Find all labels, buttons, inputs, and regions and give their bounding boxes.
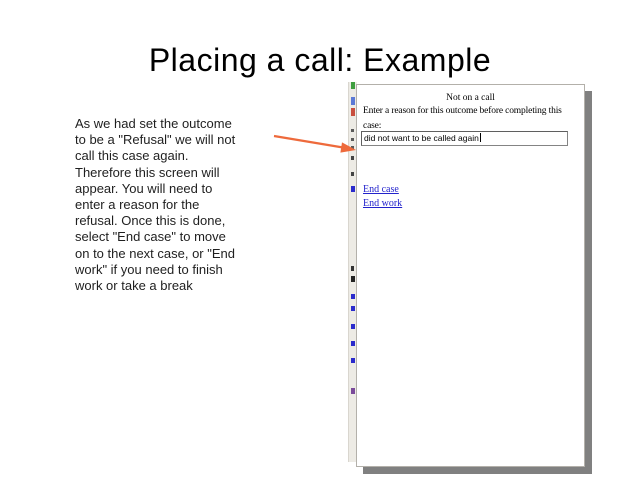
slide-title: Placing a call: Example: [148, 42, 492, 78]
pointer-arrow-head: [340, 142, 356, 152]
pointer-arrow: [268, 128, 364, 156]
reason-prompt-line2: case:: [363, 121, 382, 131]
link-fragment: [351, 341, 355, 346]
icon-fragment: [351, 82, 355, 89]
dialog-title: Not on a call: [446, 93, 495, 103]
icon-fragment: [351, 97, 355, 105]
end-case-link[interactable]: End case: [363, 184, 399, 195]
link-fragment: [351, 358, 355, 363]
body-line: Therefore this screen will: [75, 164, 220, 180]
body-line: appear. You will need to: [75, 180, 213, 196]
body-line: on to the next case, or "End: [75, 245, 235, 261]
reason-prompt-line1: Enter a reason for this outcome before completing this: [363, 106, 562, 116]
not-on-a-call-window: [356, 84, 585, 467]
body-line: select "End case" to move: [75, 229, 226, 245]
icon-fragment: [351, 108, 355, 116]
visited-link-fragment: [351, 388, 355, 394]
text-fragment: [351, 276, 355, 282]
text-fragment: [351, 156, 354, 160]
pointer-arrow-shaft: [274, 136, 343, 148]
body-line: to be a "Refusal" we will not: [75, 132, 236, 148]
body-line: work or take a break: [75, 278, 193, 294]
slide-body-text: [75, 116, 285, 294]
body-line: enter a reason for the: [75, 197, 200, 213]
text-fragment: [351, 266, 354, 271]
link-fragment: [351, 324, 355, 329]
link-fragment: [351, 186, 355, 192]
body-line: call this case again.: [75, 148, 189, 164]
text-fragment: [351, 172, 354, 176]
body-line: refusal. Once this is done,: [75, 213, 226, 229]
body-line: work" if you need to finish: [75, 261, 223, 277]
reason-input-value: did not want to be called again: [364, 133, 479, 143]
end-work-link[interactable]: End work: [363, 198, 403, 209]
body-line: As we had set the outcome: [75, 116, 232, 131]
link-fragment: [351, 306, 355, 311]
reason-input[interactable]: [361, 131, 568, 146]
link-fragment: [351, 294, 355, 299]
text-caret: [480, 133, 481, 142]
